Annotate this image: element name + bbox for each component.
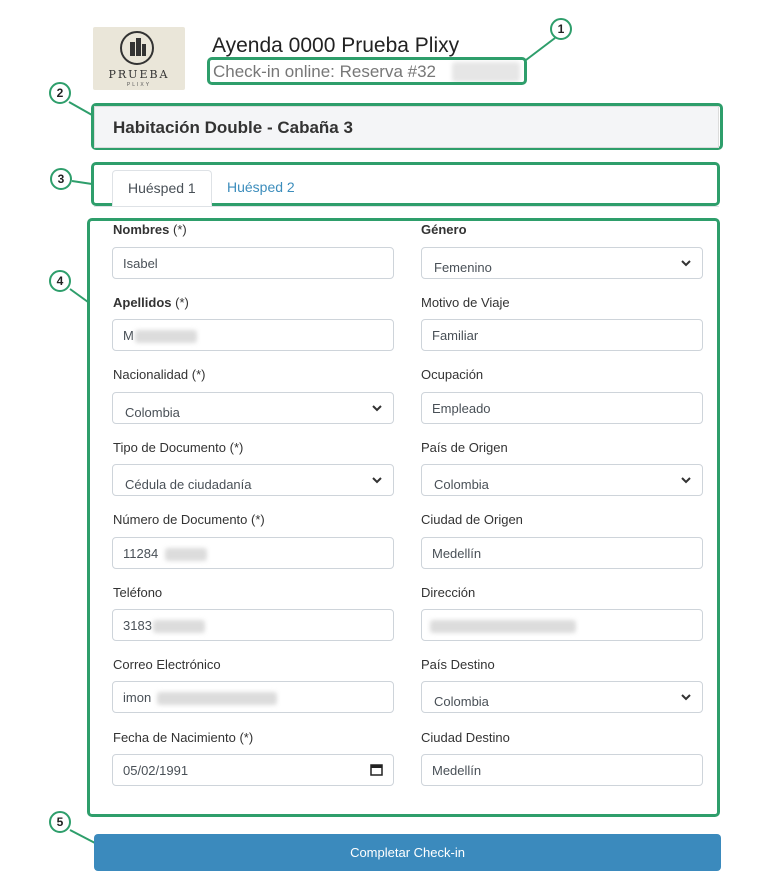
direccion-input[interactable] (421, 609, 703, 641)
nacionalidad-select[interactable]: Colombia (112, 392, 394, 424)
motivo-viaje-input[interactable]: Familiar (421, 319, 703, 351)
annotation-badge-5: 5 (49, 811, 71, 833)
label-genero: Género (421, 222, 467, 237)
telefono-input[interactable]: 3183 (112, 609, 394, 641)
hotel-logo (93, 27, 185, 90)
numero-documento-input[interactable]: 11284 (112, 537, 394, 569)
annotation-badge-3: 3 (50, 168, 72, 190)
logo-subtext: PLIXY (126, 82, 152, 88)
label-nacionalidad: Nacionalidad (*) (113, 367, 206, 382)
label-correo: Correo Electrónico (113, 657, 221, 672)
pais-origen-select[interactable]: Colombia (421, 464, 703, 496)
annotation-badge-4: 4 (49, 270, 71, 292)
chevron-down-icon (371, 474, 383, 486)
ocupacion-input[interactable]: Empleado (421, 392, 703, 424)
label-nombres: Nombres (*) (113, 222, 187, 237)
label-ciudad-destino: Ciudad Destino (421, 730, 510, 745)
reservation-subtitle: Check-in online: Reserva #32 (213, 62, 437, 81)
label-motivo-viaje: Motivo de Viaje (421, 295, 510, 310)
label-ocupacion: Ocupación (421, 367, 484, 382)
page-title: Ayenda 0000 Prueba Plixy (212, 34, 460, 57)
annotation-badge-1: 1 (550, 18, 572, 40)
building-logo-icon (119, 30, 155, 66)
tipo-documento-select[interactable]: Cédula de ciudadanía (112, 464, 394, 496)
calendar-icon[interactable] (370, 763, 383, 776)
label-fecha-nacimiento: Fecha de Nacimiento (*) (113, 730, 254, 745)
label-tipo-documento: Tipo de Documento (*) (113, 440, 244, 455)
guest-tabs (94, 164, 719, 207)
room-title: Habitación Double - Cabaña 3 (113, 118, 353, 137)
highlight-box-1 (207, 57, 527, 85)
room-card-header (94, 106, 719, 148)
genero-select[interactable]: Femenino (421, 247, 703, 279)
ciudad-destino-input[interactable]: Medellín (421, 754, 703, 786)
ciudad-origen-input[interactable]: Medellín (421, 537, 703, 569)
chevron-down-icon (680, 257, 692, 269)
label-direccion: Dirección (421, 585, 476, 600)
pais-destino-select[interactable]: Colombia (421, 681, 703, 713)
complete-checkin-button[interactable]: Completar Check-in (94, 834, 721, 871)
fecha-nacimiento-input[interactable]: 05/02/1991 (112, 754, 394, 786)
label-pais-origen: País de Origen (421, 440, 508, 455)
label-pais-destino: País Destino (421, 657, 495, 672)
apellidos-input[interactable]: M (112, 319, 394, 351)
tab-guest-1[interactable]: Huésped 1 (112, 170, 212, 206)
chevron-down-icon (680, 474, 692, 486)
annotation-badge-2: 2 (49, 82, 71, 104)
nombres-input[interactable]: Isabel (112, 247, 394, 279)
chevron-down-icon (371, 402, 383, 414)
label-apellidos: Apellidos (*) (113, 295, 189, 310)
label-ciudad-origen: Ciudad de Origen (421, 512, 523, 527)
chevron-down-icon (680, 691, 692, 703)
label-numero-documento: Número de Documento (*) (113, 512, 265, 527)
label-telefono: Teléfono (113, 585, 163, 600)
logo-wordmark: PRUEBA (108, 68, 170, 81)
correo-input[interactable]: imon (112, 681, 394, 713)
tab-guest-2[interactable]: Huésped 2 (227, 179, 295, 195)
